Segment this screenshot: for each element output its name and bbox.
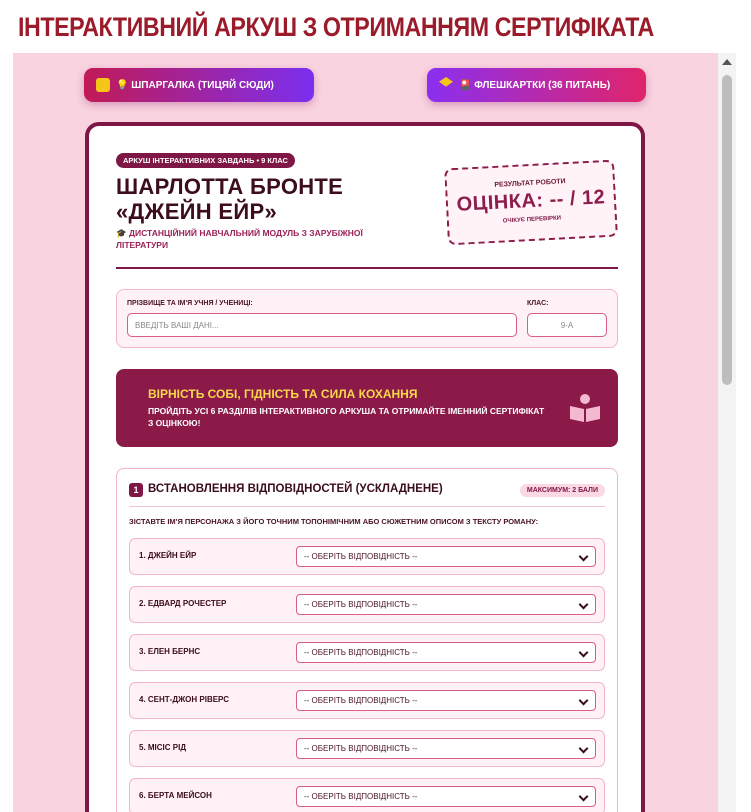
select-value: -- ОБЕРІТЬ ВІДПОВІДНІСТЬ -- [304, 744, 418, 753]
chevron-down-icon [579, 744, 589, 754]
scrollbar[interactable] [718, 53, 736, 812]
match-row [129, 634, 605, 671]
match-row [129, 586, 605, 623]
match-row [129, 730, 605, 767]
layers-icon [439, 77, 453, 93]
character-name: 1. ДЖЕЙН ЕЙР [139, 551, 197, 560]
stamp-status: ОЧІКУЄ ПЕРЕВІРКИ [502, 215, 562, 225]
banner-title: ВІРНІСТЬ СОБІ, ГІДНІСТЬ ТА СИЛА КОХАННЯ [148, 387, 418, 401]
flashcards-label: 🎴 ФЛЕШКАРТКИ (36 ПИТАНЬ) [459, 79, 611, 91]
chevron-down-icon [579, 648, 589, 658]
match-select[interactable] [296, 738, 596, 759]
cheatsheet-button[interactable] [84, 68, 314, 102]
header-divider [116, 267, 618, 269]
section-title: ВСТАНОВЛЕННЯ ВІДПОВІДНОСТЕЙ (УСКЛАДНЕНЕ) [148, 483, 443, 495]
scroll-up-arrow-icon[interactable] [722, 59, 732, 65]
work-title-line1: ШАРЛОТТА БРОНТЕ [116, 174, 344, 199]
module-subtitle: 🎓 ДИСТАНЦІЙНИЙ НАВЧАЛЬНИЙ МОДУЛЬ З ЗАРУБІЖНОЇ ЛІТЕРАТУРИ [116, 228, 363, 250]
match-row [129, 682, 605, 719]
score-stamp [444, 160, 618, 246]
work-title [116, 174, 416, 224]
page-title: ІНТЕРАКТИВНИЙ АРКУШ З ОТРИМАННЯМ СЕРТИФІКАТА [18, 12, 654, 42]
select-value: -- ОБЕРІТЬ ВІДПОВІДНІСТЬ -- [304, 552, 418, 561]
worksheet-frame [13, 53, 718, 812]
select-value: -- ОБЕРІТЬ ВІДПОВІДНІСТЬ -- [304, 792, 418, 801]
chevron-down-icon [579, 696, 589, 706]
select-value: -- ОБЕРІТЬ ВІДПОВІДНІСТЬ -- [304, 600, 418, 609]
select-value: -- ОБЕРІТЬ ВІДПОВІДНІСТЬ -- [304, 696, 418, 705]
character-name: 2. ЕДВАРД РОЧЕСТЕР [139, 599, 227, 608]
match-select[interactable] [296, 786, 596, 807]
scrollbar-thumb[interactable] [722, 75, 732, 385]
section-instruction: ЗІСТАВТЕ ІМ'Я ПЕРСОНАЖА З ЙОГО ТОЧНИМ ТОПОНІМІЧНИМ АБО СЮЖЕТНИМ ОПИСОМ З ТЕКСТУ РОМАНУ: [129, 517, 539, 526]
worksheet-card [85, 122, 645, 812]
section-matching [116, 468, 618, 812]
character-name: 4. СЕНТ-ДЖОН РІВЕРС [139, 695, 229, 704]
match-row [129, 538, 605, 575]
section-number: 1 [129, 483, 143, 497]
work-title-line2: «ДЖЕЙН ЕЙР» [116, 199, 277, 224]
character-name: 6. БЕРТА МЕЙСОН [139, 791, 212, 800]
match-select[interactable] [296, 546, 596, 567]
chevron-down-icon [579, 792, 589, 802]
book-icon [96, 78, 110, 92]
banner-text: ПРОЙДІТЬ УСІ 6 РАЗДІЛІВ ІНТЕРАКТИВНОГО АРКУША ТА ОТРИМАЙТЕ ІМЕННИЙ СЕРТИФІКАТ З ОЦІНКОЮ! [148, 406, 545, 428]
chevron-down-icon [579, 552, 589, 562]
select-value: -- ОБЕРІТЬ ВІДПОВІДНІСТЬ -- [304, 648, 418, 657]
name-input[interactable]: ВВЕДІТЬ ВАШІ ДАНІ... [127, 313, 517, 337]
book-reader-icon [568, 393, 602, 423]
match-select[interactable] [296, 690, 596, 711]
class-field-label: КЛАС: [527, 300, 549, 307]
motto-banner [116, 369, 618, 447]
match-row [129, 778, 605, 812]
section-divider [129, 506, 605, 507]
worksheet-pill: АРКУШ ІНТЕРАКТИВНИХ ЗАВДАНЬ • 9 КЛАС [116, 153, 295, 168]
cheatsheet-label: 💡 ШПАРГАЛКА (ТИЦЯЙ СЮДИ) [116, 79, 274, 91]
character-name: 5. МІСІС РІД [139, 743, 187, 752]
class-input[interactable]: 9-А [527, 313, 607, 337]
stamp-label: РЕЗУЛЬТАТ РОБОТИ [494, 178, 566, 189]
character-name: 3. ЕЛЕН БЕРНС [139, 647, 201, 656]
section-max-badge: МАКСИМУМ: 2 БАЛИ [520, 484, 605, 497]
stamp-score: ОЦІНКА: -- / 12 [456, 186, 606, 216]
flashcards-button[interactable] [427, 68, 646, 102]
name-field-label: ПРІЗВИЩЕ ТА ІМ'Я УЧНЯ / УЧЕНИЦІ: [127, 300, 253, 307]
match-select[interactable] [296, 594, 596, 615]
student-info-box [116, 289, 618, 348]
match-select[interactable] [296, 642, 596, 663]
chevron-down-icon [579, 600, 589, 610]
